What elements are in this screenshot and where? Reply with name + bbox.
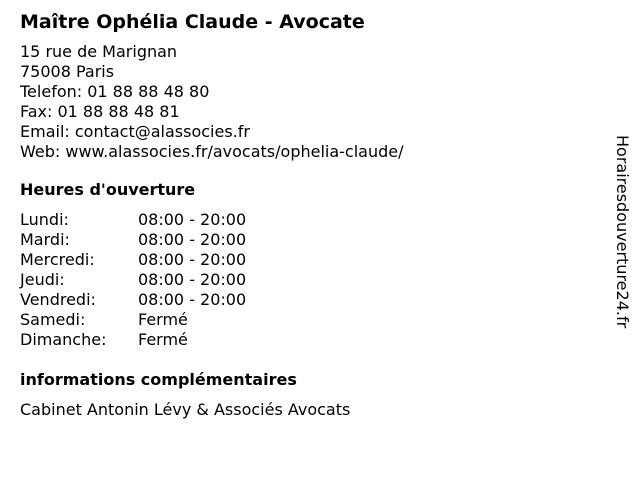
time-value: 08:00 - 20:00 xyxy=(138,230,247,249)
day-label: Jeudi: xyxy=(20,270,65,289)
time-value: 08:00 - 20:00 xyxy=(138,250,247,269)
day-label: Mardi: xyxy=(20,230,70,249)
email-address: Email: contact@alassocies.fr xyxy=(20,122,250,141)
hours-heading: Heures d'ouverture xyxy=(20,180,196,199)
day-label: Dimanche: xyxy=(20,330,107,349)
hours-row-vendredi xyxy=(20,290,600,310)
street-address: 15 rue de Marignan xyxy=(20,42,178,61)
watermark-text: Horairesdouverture24.fr xyxy=(613,135,632,329)
hours-row-dimanche xyxy=(20,330,600,350)
time-value: 08:00 - 20:00 xyxy=(138,270,247,289)
fax-number: Fax: 01 88 88 48 81 xyxy=(20,102,180,121)
info-text: Cabinet Antonin Lévy & Associés Avocats xyxy=(20,400,351,419)
day-label: Samedi: xyxy=(20,310,86,329)
contact-block xyxy=(20,42,600,162)
phone-number: Telefon: 01 88 88 48 80 xyxy=(20,82,210,101)
hours-row-samedi xyxy=(20,310,600,330)
info-heading: informations complémentaires xyxy=(20,370,297,389)
hours-table xyxy=(20,210,600,350)
time-value: 08:00 - 20:00 xyxy=(138,210,247,229)
city-address: 75008 Paris xyxy=(20,62,115,81)
business-card xyxy=(20,10,600,420)
hours-row-jeudi xyxy=(20,270,600,290)
day-label: Vendredi: xyxy=(20,290,96,309)
time-value: Fermé xyxy=(138,330,188,349)
day-label: Lundi: xyxy=(20,210,69,229)
time-value: Fermé xyxy=(138,310,188,329)
hours-row-mercredi xyxy=(20,250,600,270)
hours-row-lundi xyxy=(20,210,600,230)
day-label: Mercredi: xyxy=(20,250,95,269)
page-title: Maître Ophélia Claude - Avocate xyxy=(20,11,365,33)
website-url: Web: www.alassocies.fr/avocats/ophelia-claude/ xyxy=(20,142,404,161)
hours-row-mardi xyxy=(20,230,600,250)
time-value: 08:00 - 20:00 xyxy=(138,290,247,309)
